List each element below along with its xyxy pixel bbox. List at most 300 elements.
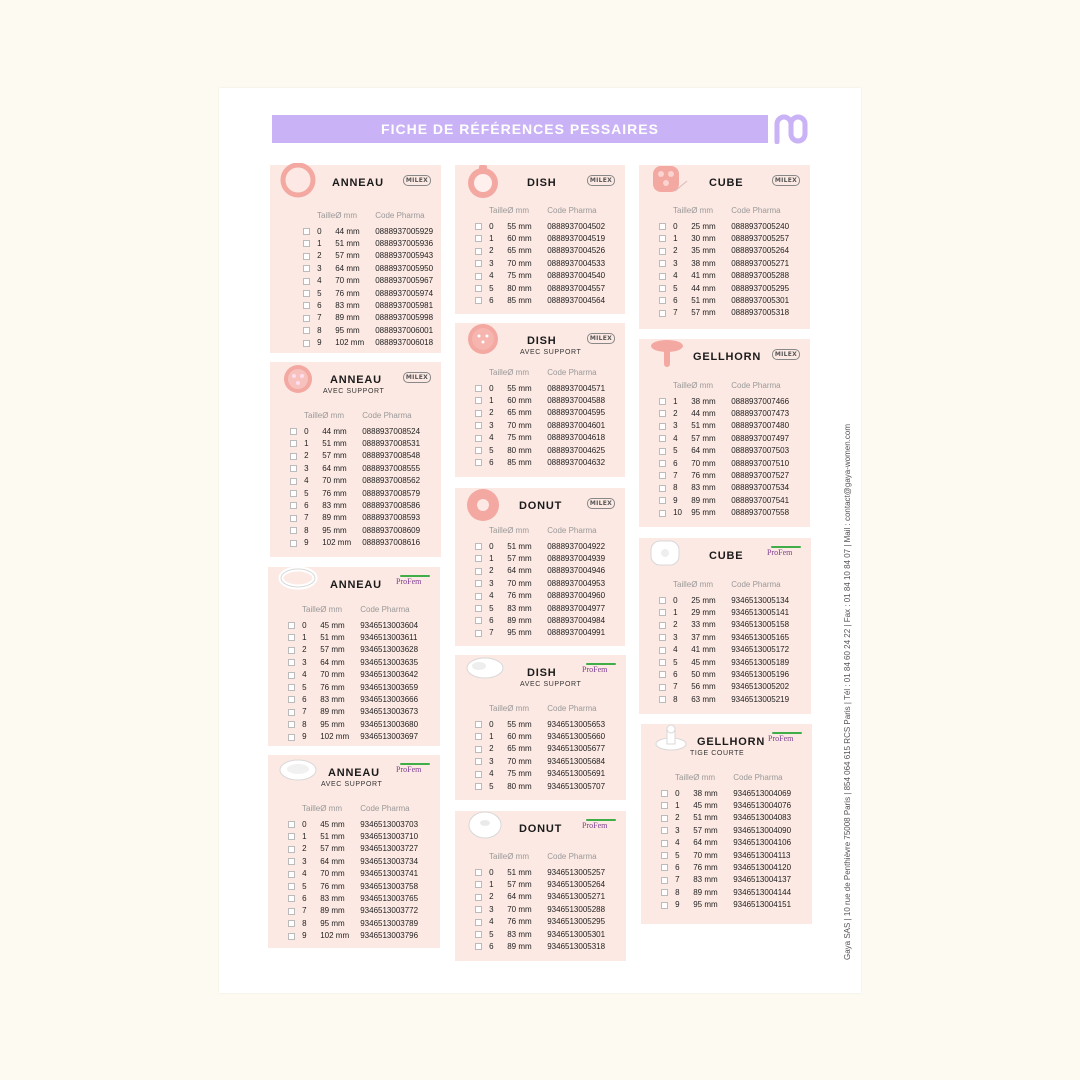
col-header-taille: Taille [489, 368, 508, 377]
table-row [475, 577, 605, 589]
table-row [288, 631, 418, 643]
code-cell: 0888937005295 [731, 283, 790, 293]
size-cell: 0 [489, 383, 494, 393]
row-checkbox[interactable] [288, 933, 295, 940]
size-cell: 1 [489, 554, 494, 564]
row-checkbox[interactable] [288, 696, 295, 703]
row-checkbox[interactable] [659, 448, 666, 455]
row-checkbox[interactable] [661, 827, 668, 834]
code-cell: 0888937007473 [731, 409, 790, 419]
table-header [288, 803, 418, 818]
row-checkbox[interactable] [288, 721, 295, 728]
diameter-cell: 80 mm [507, 283, 532, 293]
table-row [475, 432, 605, 444]
table-row [661, 799, 791, 811]
row-checkbox[interactable] [290, 515, 297, 522]
diameter-cell: 76 mm [693, 863, 718, 873]
size-cell: 1 [304, 439, 309, 449]
milex-logo: MILEX [403, 175, 431, 186]
diameter-cell: 57 mm [507, 554, 532, 564]
code-cell: 0888937004540 [547, 271, 606, 281]
table-row [288, 706, 418, 718]
diameter-cell: 51 mm [320, 633, 345, 643]
code-cell: 0888937004960 [547, 591, 606, 601]
row-checkbox[interactable] [288, 920, 295, 927]
diameter-cell: 45 mm [693, 801, 718, 811]
diameter-cell: 60 mm [507, 234, 532, 244]
row-checkbox[interactable] [659, 497, 666, 504]
code-cell: 0888937007534 [731, 483, 790, 493]
row-checkbox[interactable] [288, 622, 295, 629]
col-header-taille: Taille [489, 704, 508, 713]
code-cell: 0888937005950 [375, 263, 434, 273]
row-checkbox[interactable] [303, 253, 310, 260]
code-cell: 9346513005707 [547, 781, 606, 791]
table-row [303, 287, 433, 299]
size-cell: 1 [302, 832, 307, 842]
table-row [475, 282, 605, 294]
col-header-code: Code Pharma [547, 368, 597, 377]
row-checkbox[interactable] [303, 327, 310, 334]
diameter-cell: 57 mm [320, 645, 345, 655]
size-cell: 4 [675, 838, 680, 848]
row-checkbox[interactable] [475, 580, 482, 587]
row-checkbox[interactable] [475, 931, 482, 938]
table-row [290, 499, 420, 511]
row-checkbox[interactable] [661, 790, 668, 797]
code-cell: 0888937004571 [547, 383, 606, 393]
table-row [288, 619, 418, 631]
table-row [288, 818, 418, 830]
row-checkbox[interactable] [290, 428, 297, 435]
size-cell: 3 [673, 258, 678, 268]
row-checkbox[interactable] [288, 858, 295, 865]
code-cell: 9346513003772 [360, 906, 419, 916]
size-cell: 1 [317, 239, 322, 249]
diameter-cell: 51 mm [691, 421, 716, 431]
row-checkbox[interactable] [475, 285, 482, 292]
size-cell: 5 [673, 657, 678, 667]
row-checkbox[interactable] [475, 248, 482, 255]
row-checkbox[interactable] [659, 647, 666, 654]
row-checkbox[interactable] [659, 597, 666, 604]
table-row [303, 250, 433, 262]
size-cell: 0 [304, 426, 309, 436]
size-cell: 4 [317, 276, 322, 286]
row-checkbox[interactable] [288, 871, 295, 878]
row-checkbox[interactable] [659, 659, 666, 666]
size-cell: 6 [302, 695, 307, 705]
table-row [475, 627, 605, 639]
reference-table [288, 604, 418, 743]
row-checkbox[interactable] [659, 273, 666, 280]
row-checkbox[interactable] [288, 672, 295, 679]
diameter-cell: 60 mm [507, 732, 532, 742]
table-header [475, 205, 605, 220]
row-checkbox[interactable] [303, 315, 310, 322]
row-checkbox[interactable] [288, 647, 295, 654]
code-cell: 0888937004526 [547, 246, 606, 256]
size-cell: 2 [673, 246, 678, 256]
size-cell: 6 [673, 458, 678, 468]
milex-logo: MILEX [587, 498, 615, 509]
table-row [475, 780, 605, 792]
diameter-cell: 44 mm [335, 226, 360, 236]
table-row [659, 257, 789, 269]
table-row [659, 681, 789, 693]
row-checkbox[interactable] [475, 605, 482, 612]
reference-table [661, 772, 791, 911]
table-row [303, 324, 433, 336]
row-checkbox[interactable] [290, 490, 297, 497]
diameter-cell: 95 mm [320, 719, 345, 729]
diameter-cell: 65 mm [507, 408, 532, 418]
code-cell: 9346513004113 [733, 850, 791, 860]
table-row [303, 237, 433, 249]
col-header-taille: Taille [673, 206, 692, 215]
code-cell: 9346513005257 [547, 867, 606, 877]
row-checkbox[interactable] [659, 485, 666, 492]
diameter-cell: 57 mm [691, 433, 716, 443]
table-row [303, 299, 433, 311]
diameter-cell: 29 mm [691, 608, 716, 618]
code-cell: 0888937005967 [375, 276, 434, 286]
code-cell: 0888937004533 [547, 258, 606, 268]
row-checkbox[interactable] [475, 385, 482, 392]
row-checkbox[interactable] [661, 864, 668, 871]
row-checkbox[interactable] [659, 260, 666, 267]
diameter-cell: 57 mm [693, 825, 718, 835]
code-cell: 9346513003611 [360, 633, 418, 643]
col-header-diam: Ø mm [691, 381, 714, 390]
size-cell: 0 [675, 788, 680, 798]
row-checkbox[interactable] [475, 568, 482, 575]
diameter-cell: 83 mm [507, 603, 532, 613]
row-checkbox[interactable] [661, 877, 668, 884]
row-checkbox[interactable] [661, 840, 668, 847]
size-cell: 3 [673, 421, 678, 431]
col-header-diam: Ø mm [335, 211, 358, 220]
diameter-cell: 83 mm [507, 929, 532, 939]
card-title: DISH [527, 335, 557, 347]
size-cell: 2 [489, 892, 494, 902]
row-checkbox[interactable] [475, 397, 482, 404]
row-checkbox[interactable] [290, 440, 297, 447]
code-cell: 0888937005288 [731, 271, 790, 281]
diameter-cell: 70 mm [322, 476, 347, 486]
diameter-cell: 45 mm [320, 819, 345, 829]
row-checkbox[interactable] [659, 634, 666, 641]
size-cell: 3 [675, 825, 680, 835]
table-header [475, 525, 605, 540]
row-checkbox[interactable] [475, 746, 482, 753]
size-cell: 4 [489, 769, 494, 779]
diameter-cell: 85 mm [507, 458, 532, 468]
table-row [659, 282, 789, 294]
table-row [288, 669, 418, 681]
diameter-cell: 35 mm [691, 246, 716, 256]
size-cell: 8 [302, 918, 307, 928]
row-checkbox[interactable] [659, 510, 666, 517]
row-checkbox[interactable] [659, 285, 666, 292]
size-cell: 2 [489, 246, 494, 256]
diameter-cell: 102 mm [322, 538, 352, 548]
size-cell: 0 [489, 541, 494, 551]
diameter-cell: 70 mm [507, 258, 532, 268]
table-row [659, 631, 789, 643]
row-checkbox[interactable] [659, 684, 666, 691]
size-cell: 4 [673, 645, 678, 655]
size-cell: 4 [489, 271, 494, 281]
row-checkbox[interactable] [659, 435, 666, 442]
row-checkbox[interactable] [659, 472, 666, 479]
row-checkbox[interactable] [475, 721, 482, 728]
code-cell: 0888937008562 [362, 476, 421, 486]
row-checkbox[interactable] [288, 659, 295, 666]
size-cell: 6 [302, 894, 307, 904]
profem-logo: ProFem [768, 732, 802, 746]
row-checkbox[interactable] [475, 297, 482, 304]
row-checkbox[interactable] [659, 248, 666, 255]
size-cell: 6 [673, 670, 678, 680]
row-checkbox[interactable] [475, 435, 482, 442]
table-row [290, 450, 420, 462]
code-cell: 0888937004946 [547, 566, 606, 576]
code-cell: 9346513005318 [547, 942, 606, 952]
row-checkbox[interactable] [659, 460, 666, 467]
size-cell: 9 [302, 732, 307, 742]
row-checkbox[interactable] [303, 228, 310, 235]
row-checkbox[interactable] [659, 297, 666, 304]
row-checkbox[interactable] [290, 502, 297, 509]
row-checkbox[interactable] [475, 273, 482, 280]
row-checkbox[interactable] [288, 734, 295, 741]
code-cell: 9346513003703 [360, 819, 419, 829]
size-cell: 8 [673, 483, 678, 493]
row-checkbox[interactable] [659, 423, 666, 430]
code-cell: 9346513005141 [731, 608, 790, 618]
diameter-cell: 70 mm [507, 420, 532, 430]
diameter-cell: 55 mm [507, 221, 532, 231]
diameter-cell: 64 mm [693, 838, 718, 848]
code-cell: 0888937004977 [547, 603, 606, 613]
row-checkbox[interactable] [661, 889, 668, 896]
diameter-cell: 95 mm [691, 508, 716, 518]
row-checkbox[interactable] [661, 802, 668, 809]
row-checkbox[interactable] [661, 815, 668, 822]
table-row [290, 487, 420, 499]
table-row [659, 220, 789, 232]
table-header [659, 579, 789, 594]
reference-table [475, 525, 605, 639]
row-checkbox[interactable] [290, 527, 297, 534]
diameter-cell: 51 mm [320, 832, 345, 842]
row-checkbox[interactable] [288, 846, 295, 853]
row-checkbox[interactable] [303, 302, 310, 309]
milex-logo: MILEX [403, 372, 431, 383]
row-checkbox[interactable] [475, 543, 482, 550]
code-cell: 9346513005677 [547, 744, 606, 754]
table-row [288, 880, 418, 892]
row-checkbox[interactable] [475, 906, 482, 913]
diameter-cell: 95 mm [320, 918, 345, 928]
row-checkbox[interactable] [475, 593, 482, 600]
row-checkbox[interactable] [288, 634, 295, 641]
diameter-cell: 95 mm [322, 525, 347, 535]
card-title: CUBE [709, 177, 744, 189]
col-header-code: Code Pharma [547, 526, 597, 535]
reference-table [659, 380, 789, 519]
row-checkbox[interactable] [659, 235, 666, 242]
row-checkbox[interactable] [475, 881, 482, 888]
table-row [288, 905, 418, 917]
col-header-diam: Ø mm [507, 368, 530, 377]
row-checkbox[interactable] [288, 709, 295, 716]
col-header-code: Code Pharma [362, 411, 412, 420]
row-checkbox[interactable] [475, 869, 482, 876]
diameter-cell: 70 mm [507, 756, 532, 766]
row-checkbox[interactable] [475, 260, 482, 267]
code-cell: 9346513004137 [733, 875, 792, 885]
card-subtitle: AVEC SUPPORT [520, 349, 582, 356]
table-row [475, 270, 605, 282]
col-header-taille: Taille [673, 580, 692, 589]
diameter-cell: 70 mm [507, 578, 532, 588]
size-cell: 3 [317, 263, 322, 273]
row-checkbox[interactable] [303, 278, 310, 285]
table-row [661, 787, 791, 799]
size-cell: 3 [489, 904, 494, 914]
diameter-cell: 70 mm [507, 904, 532, 914]
pessary-card-dish-support-white [455, 655, 626, 800]
diameter-cell: 70 mm [691, 458, 716, 468]
size-cell: 6 [489, 942, 494, 952]
code-cell: 9346513005684 [547, 756, 606, 766]
row-checkbox[interactable] [475, 555, 482, 562]
row-checkbox[interactable] [303, 265, 310, 272]
milex-logo: MILEX [587, 175, 615, 186]
size-cell: 1 [489, 396, 494, 406]
card-title: DONUT [519, 500, 563, 512]
row-checkbox[interactable] [475, 771, 482, 778]
diameter-cell: 95 mm [335, 325, 360, 335]
table-row [475, 940, 605, 952]
col-header-taille: Taille [489, 852, 508, 861]
diameter-cell: 45 mm [691, 657, 716, 667]
row-checkbox[interactable] [303, 240, 310, 247]
card-title: DISH [527, 177, 557, 189]
code-cell: 9346513003789 [360, 918, 419, 928]
size-cell: 3 [673, 632, 678, 642]
diameter-cell: 83 mm [335, 301, 360, 311]
row-checkbox[interactable] [475, 410, 482, 417]
size-cell: 6 [675, 863, 680, 873]
size-cell: 7 [673, 471, 678, 481]
row-checkbox[interactable] [475, 422, 482, 429]
size-cell: 0 [302, 620, 307, 630]
row-checkbox[interactable] [475, 758, 482, 765]
row-checkbox[interactable] [290, 465, 297, 472]
row-checkbox[interactable] [475, 223, 482, 230]
row-checkbox[interactable] [288, 684, 295, 691]
code-cell: 0888937004502 [547, 221, 606, 231]
row-checkbox[interactable] [475, 617, 482, 624]
table-row [288, 693, 418, 705]
table-row [290, 524, 420, 536]
row-checkbox[interactable] [288, 908, 295, 915]
row-checkbox[interactable] [303, 340, 310, 347]
col-header-diam: Ø mm [691, 206, 714, 215]
table-row [288, 644, 418, 656]
code-cell: 0888937004991 [547, 628, 606, 638]
row-checkbox[interactable] [475, 447, 482, 454]
size-cell: 1 [489, 732, 494, 742]
code-cell: 0888937008531 [362, 439, 421, 449]
table-header [303, 210, 433, 225]
card-title: ANNEAU [332, 177, 384, 189]
size-cell: 8 [302, 719, 307, 729]
row-checkbox[interactable] [303, 290, 310, 297]
row-checkbox[interactable] [288, 821, 295, 828]
row-checkbox[interactable] [661, 902, 668, 909]
code-cell: 9346513004076 [733, 801, 792, 811]
table-row [659, 668, 789, 680]
row-checkbox[interactable] [475, 235, 482, 242]
row-checkbox[interactable] [288, 833, 295, 840]
size-cell: 5 [304, 488, 309, 498]
row-checkbox[interactable] [290, 453, 297, 460]
row-checkbox[interactable] [659, 671, 666, 678]
row-checkbox[interactable] [659, 622, 666, 629]
milex-logo: MILEX [772, 175, 800, 186]
row-checkbox[interactable] [659, 609, 666, 616]
row-checkbox[interactable] [475, 943, 482, 950]
row-checkbox[interactable] [288, 895, 295, 902]
diameter-cell: 70 mm [693, 850, 718, 860]
row-checkbox[interactable] [475, 733, 482, 740]
code-cell: 9346513005202 [731, 682, 790, 692]
size-cell: 5 [317, 288, 322, 298]
row-checkbox[interactable] [475, 630, 482, 637]
row-checkbox[interactable] [290, 478, 297, 485]
diameter-cell: 89 mm [691, 495, 716, 505]
diameter-cell: 25 mm [691, 595, 716, 605]
row-checkbox[interactable] [288, 883, 295, 890]
row-checkbox[interactable] [475, 894, 482, 901]
row-checkbox[interactable] [475, 459, 482, 466]
card-title: ANNEAU [328, 767, 380, 779]
row-checkbox[interactable] [290, 540, 297, 547]
col-header-code: Code Pharma [360, 605, 410, 614]
code-cell: 9346513005653 [547, 719, 606, 729]
card-title: ANNEAU [330, 374, 382, 386]
row-checkbox[interactable] [659, 398, 666, 405]
col-header-taille: Taille [302, 804, 321, 813]
table-header [288, 604, 418, 619]
diameter-cell: 55 mm [507, 383, 532, 393]
row-checkbox[interactable] [659, 696, 666, 703]
row-checkbox[interactable] [659, 223, 666, 230]
row-checkbox[interactable] [661, 852, 668, 859]
code-cell: 9346513003758 [360, 881, 419, 891]
row-checkbox[interactable] [475, 919, 482, 926]
row-checkbox[interactable] [475, 783, 482, 790]
row-checkbox[interactable] [659, 410, 666, 417]
pessary-card-dish-support-pink [455, 323, 625, 477]
col-header-taille: Taille [675, 773, 694, 782]
size-cell: 4 [673, 433, 678, 443]
row-checkbox[interactable] [659, 310, 666, 317]
